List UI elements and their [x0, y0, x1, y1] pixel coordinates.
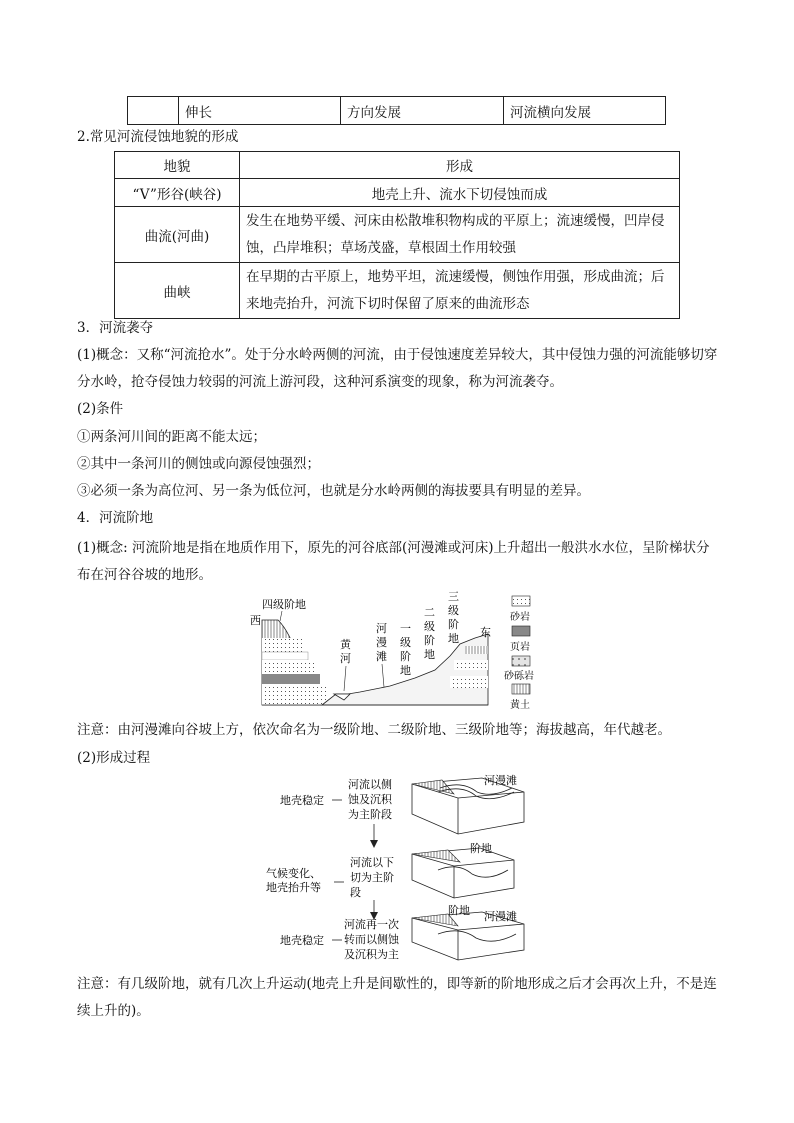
legend-swatch-loess — [512, 684, 530, 694]
condition-item: ③必须一条为高位河、另一条为低位河，也就是分水岭两侧的海拔要具有明显的差异。 — [77, 483, 590, 499]
svg-text:黄: 黄 — [340, 638, 351, 651]
terrace4-label: 四级阶地 — [262, 598, 306, 611]
river-label — [340, 637, 352, 665]
stage1-process-line: 蚀及沉积 — [348, 793, 392, 806]
stage3-condition: 地壳稳定 — [280, 934, 324, 947]
top-table-cell: 河流横向发展 — [504, 97, 666, 125]
stage3-process-line: 及沉积为主 — [344, 948, 399, 961]
stage3-floodplain-label: 河漫滩 — [484, 910, 517, 923]
terrace-formation-process-diagram — [262, 770, 534, 970]
stage3-process-line: 河流再一次 — [344, 918, 399, 931]
legend-label: 砂岩 — [510, 612, 530, 623]
formation-header: 形成 — [240, 152, 680, 179]
stage2-process-line: 河流以下 — [350, 856, 394, 869]
stage2-terrace-label: 阶地 — [470, 842, 492, 855]
svg-text:一: 一 — [400, 622, 411, 635]
condition-item: ②其中一条河川的侧蚀或向源侵蚀强烈； — [77, 456, 320, 472]
svg-text:二: 二 — [424, 606, 435, 619]
svg-text:阶: 阶 — [424, 634, 435, 647]
note-uplift-episodes: 注意：有几级阶地，就有几次上升运动(地壳上升是间歇性的，即等新的阶地形成之后才会再次上升，不是连续上升的)。 — [77, 976, 717, 1019]
svg-text:漫: 漫 — [376, 636, 387, 649]
stage1-process-line: 河流以侧 — [348, 778, 392, 791]
terrace-cross-section-diagram — [240, 590, 560, 712]
landform-desc: 在早期的古平原上，地势平坦，流速缓慢，侧蚀作用强，形成曲流；后来地壳抬升，河流下切时保留了原来的曲流形态 — [240, 263, 680, 319]
formation-process-title: (2)形成过程 — [77, 750, 151, 766]
terrace3-label — [448, 590, 459, 645]
top-table-empty-cell — [128, 97, 179, 125]
terrace1-label — [400, 622, 411, 677]
condition-item: ①两条河川间的距离不能太远； — [77, 429, 266, 445]
svg-text:级: 级 — [448, 604, 459, 617]
stage2-condition: 气候变化、 — [266, 867, 321, 880]
svg-text:河: 河 — [340, 652, 351, 665]
stage2-block — [412, 848, 514, 898]
legend-label: 黄土 — [510, 700, 530, 711]
stage1-process-line: 为主阶段 — [348, 808, 392, 821]
terrace2-label — [424, 606, 435, 661]
section2-heading: 2.常见河流侵蚀地貌的形成 — [77, 129, 239, 145]
top-table-cell: 伸长 — [179, 97, 341, 125]
east-label: 东 — [480, 626, 491, 639]
note-terrace-naming: 注意：由河漫滩向谷坡上方，依次命名为一级阶地、二级阶地、三级阶地等；海拔越高，年代越老。 — [77, 722, 671, 738]
landform-header: 地貌 — [115, 152, 240, 179]
stage2-process-line: 切为主阶 — [350, 871, 394, 884]
legend-swatch-shale — [512, 626, 530, 636]
legend-label: 页岩 — [510, 642, 530, 653]
floodplain-label — [376, 622, 387, 663]
svg-text:地: 地 — [448, 632, 459, 645]
stage2-process-line: 段 — [350, 886, 361, 899]
top-table-fragment — [127, 96, 666, 125]
landform-desc: 地壳上升、流水下切侵蚀而成 — [240, 179, 680, 207]
svg-text:级: 级 — [400, 636, 411, 649]
section4-heading: 4．河流阶地 — [77, 510, 154, 526]
landform-name: “V”形谷(峡谷) — [115, 179, 240, 207]
landform-name: 曲峡 — [115, 263, 240, 319]
svg-text:滩: 滩 — [376, 650, 387, 663]
svg-text:地: 地 — [400, 664, 411, 677]
svg-text:地: 地 — [424, 648, 435, 661]
west-label: 西 — [250, 614, 261, 627]
stage3-terrace-label: 阶地 — [448, 904, 470, 917]
legend-swatch-conglomerate — [512, 656, 530, 666]
legend-swatch-sandstone — [512, 596, 530, 606]
section3-conditions-title: (2)条件 — [77, 401, 124, 417]
section4-concept: (1)概念: 河流阶地是指在地质作用下，原先的河谷底部(河漫滩或河床)上升超出一般洪水水位，呈阶梯状分布在河谷谷坡的地形。 — [77, 540, 710, 583]
stage2-condition: 地壳抬升等 — [266, 881, 321, 894]
svg-text:河: 河 — [376, 622, 387, 635]
stage1-condition: 地壳稳定 — [280, 794, 324, 807]
top-table-cell: 方向发展 — [341, 97, 504, 125]
landform-desc: 发生在地势平缓、河床由松散堆积物构成的平原上；流速缓慢，凹岸侵蚀，凸岸堆积；草场茂盛，草根固土作用较强 — [240, 207, 680, 263]
section3-heading: 3．河流袭夺 — [77, 320, 154, 336]
stage1-floodplain-label: 河漫滩 — [484, 774, 517, 787]
svg-text:阶: 阶 — [400, 650, 411, 663]
landform-name: 曲流(河曲) — [115, 207, 240, 263]
landform-table — [114, 151, 680, 319]
west-bank — [262, 620, 326, 705]
stage3-process-line: 转而以侧蚀 — [344, 933, 399, 946]
legend — [504, 596, 534, 711]
section3-concept: (1)概念：又称“河流抢水”。处于分水岭两侧的河流，由于侵蚀速度差异较大，其中侵蚀力强的河流能够切穿分水岭，抢夺侵蚀力较弱的河流上游河段，这种河系演变的现象，称为河流袭夺。 — [77, 347, 718, 390]
svg-text:三: 三 — [448, 590, 459, 603]
svg-text:阶: 阶 — [448, 618, 459, 631]
legend-label: 砂砾岩 — [504, 671, 534, 682]
svg-text:级: 级 — [424, 620, 435, 633]
terrace4-pointer — [280, 611, 282, 621]
